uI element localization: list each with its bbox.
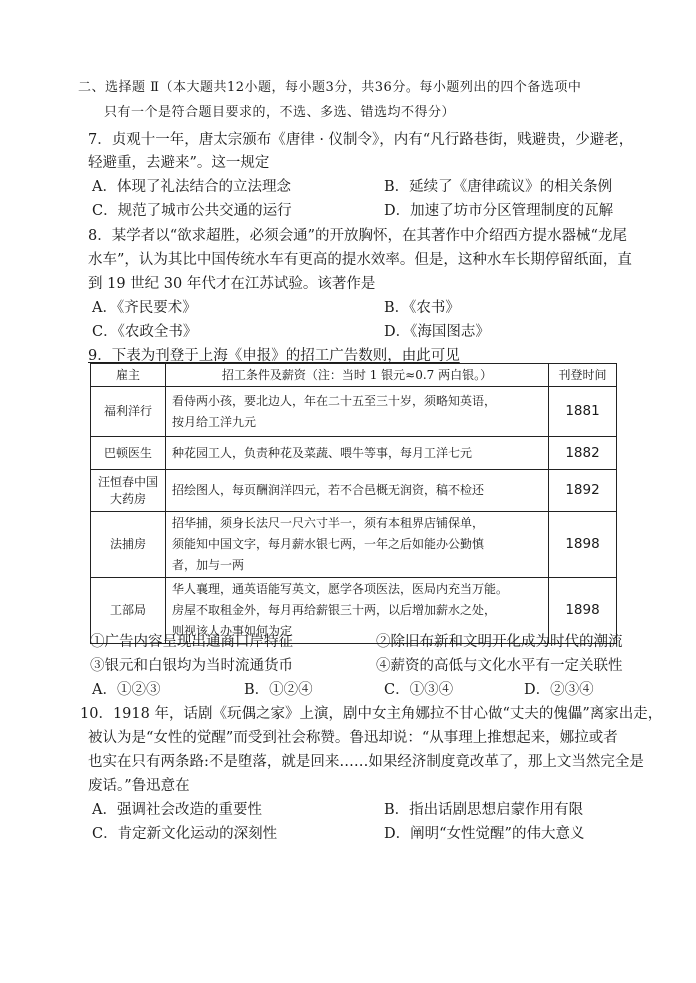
q7-stem-line-2: 轻避重，去避来”。这一规定	[88, 155, 270, 171]
conditions-line: 须能知中国文字，每月薪水银七两，一年之后如能办公勤慎	[172, 537, 485, 551]
conditions-cell	[166, 512, 549, 578]
date-cell: 1898	[549, 578, 617, 644]
q9-option-b[interactable]: B．①②④	[244, 682, 313, 698]
q10-stem-line-1: 10．1918 年，话剧《玩偶之家》上演，剧中女主角娜拉不甘心做“丈夫的傀儡”离家出走，	[80, 706, 663, 722]
employer-cell: 工部局	[91, 578, 166, 644]
header-employer: 雇主	[91, 364, 166, 387]
q7-option-b[interactable]: B．延续了《唐律疏议》的相关条例	[384, 179, 613, 195]
q9-statement-2: ②除旧布新和文明开化成为时代的潮流	[376, 634, 623, 650]
q9-option-c[interactable]: C．①③④	[384, 682, 454, 698]
q8-option-a[interactable]: A．《齐民要术》	[92, 300, 197, 316]
date-cell: 1882	[549, 437, 617, 470]
q8-option-c[interactable]: C．《农政全书》	[92, 324, 198, 340]
section-header-line-1: 二、选择题 Ⅱ（本大题共12小题，每小题3分，共36分。每小题列出的四个备选项中	[78, 80, 582, 95]
q9-option-d[interactable]: D．②③④	[524, 682, 594, 698]
header-date: 刊登时间	[549, 364, 617, 387]
q10-option-d[interactable]: D．阐明“女性觉醒”的伟大意义	[384, 826, 585, 842]
conditions-line: 者，加与一两	[172, 558, 245, 572]
q10-stem-line-3: 也实在只有两条路:不是堕落，就是回来……如果经济制度竟改革了，那上文当然完全是	[88, 754, 644, 770]
q10-option-c[interactable]: C．肯定新文化运动的深刻性	[92, 826, 278, 842]
table-row	[91, 512, 617, 578]
conditions-line: 招绘图人，每页酬润洋四元，若不合邑概无润资，稿不检还	[172, 483, 485, 497]
q10-option-a[interactable]: A．强调社会改造的重要性	[92, 802, 262, 818]
date-cell: 1892	[549, 470, 617, 512]
q9-statement-4: ④薪资的高低与文化水平有一定关联性	[376, 658, 623, 674]
recruitment-ad-table	[90, 363, 617, 644]
q8-stem-line-3: 到 19 世纪 30 年代才在江苏试验。该著作是	[88, 276, 376, 292]
q10-stem-line-2: 被认为是“女性的觉醒”而受到社会称赞。鲁迅却说：“从事理上推想起来，娜拉或者	[88, 730, 618, 746]
employer-cell: 法捕房	[91, 512, 166, 578]
q9-option-a[interactable]: A．①②③	[92, 682, 161, 698]
conditions-line: 种花园工人，负责种花及菜蔬、喂牛等事，每月工洋七元	[172, 445, 473, 460]
conditions-cell	[166, 387, 549, 437]
employer-cell	[91, 470, 166, 512]
table-row	[91, 470, 617, 512]
employer-cell: 福利洋行	[91, 387, 166, 437]
q8-stem-line-2: 水车”，认为其比中国传统水车有更高的提水效率。但是，这种水车长期停留纸面，直	[88, 252, 632, 268]
q9-stem: 9．下表为刊登于上海《申报》的招工广告数则，由此可见	[88, 348, 460, 364]
table-row	[91, 437, 617, 470]
header-conditions: 招工条件及薪资（注：当时 1 银元≈0.7 两白银。）	[166, 364, 549, 387]
conditions-line: 看侍两小孩，要北边人，年在二十五至三十岁，须略知英语，	[172, 393, 497, 408]
conditions-line: 房屋不取租金外，每月再给薪银三十两，以后增加薪水之处，	[172, 603, 497, 617]
q9-statement-3: ③银元和白银均为当时流通货币	[90, 658, 293, 674]
q7-option-d[interactable]: D．加速了坊市分区管理制度的瓦解	[384, 203, 614, 219]
employer-cell: 巴顿医生	[91, 437, 166, 470]
q7-option-c[interactable]: C．规范了城市公共交通的运行	[92, 203, 292, 219]
conditions-line: 则视该人办事如何为定	[172, 624, 293, 638]
conditions-cell	[166, 437, 549, 470]
q8-option-b[interactable]: B．《农书》	[384, 300, 460, 316]
conditions-line: 华人襄理，通英语能写英文，愿学各项医法，医局内充当万能。	[172, 582, 509, 596]
conditions-cell	[166, 470, 549, 512]
q7-stem-line-1: 7．贞观十一年，唐太宗颁布《唐律 · 仪制令》，内有“凡行路巷街，贱避贵，少避老，	[88, 132, 634, 148]
q8-stem-line-1: 8．某学者以“欲求超胜，必须会通”的开放胸怀，在其著作中介绍西方提水器械“龙尾	[88, 228, 627, 244]
table-header-row	[91, 364, 617, 387]
conditions-line: 招华捕，须身长法尺一尺六寸半一，须有本租界店铺保单，	[172, 516, 485, 530]
q10-stem-line-4: 废话。”鲁迅意在	[88, 778, 190, 794]
table-row	[91, 387, 617, 437]
section-header-line-2: 只有一个是符合题目要求的，不选、多选、错选均不得分）	[104, 105, 456, 120]
date-cell: 1881	[549, 387, 617, 437]
q10-option-b[interactable]: B．指出话剧思想启蒙作用有限	[384, 802, 584, 818]
employer-name: 汪恒春中国大药房	[98, 474, 159, 506]
date-cell: 1898	[549, 512, 617, 578]
q8-option-d[interactable]: D．《海国图志》	[384, 324, 490, 340]
q9-statement-1: ①广告内容呈现出通商口岸特征	[90, 634, 293, 650]
q7-option-a[interactable]: A．体现了礼法结合的立法理念	[92, 179, 291, 195]
conditions-line: 按月给工洋九元	[172, 414, 257, 429]
